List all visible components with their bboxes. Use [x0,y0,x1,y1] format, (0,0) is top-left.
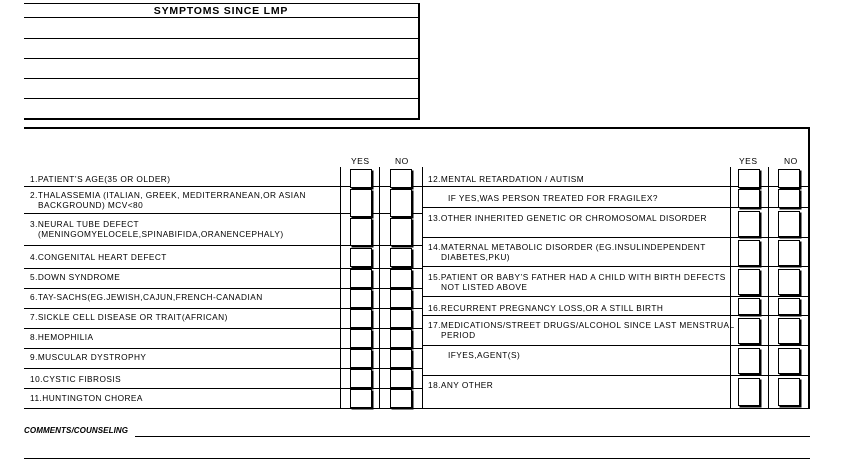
item-17-yes-checkbox[interactable] [738,318,760,344]
item-15-label: 15.PATIENT OR BABY’S FATHER HAD A CHILD WITH BIRTH DEFECTS [428,272,726,282]
item-4-yes-checkbox[interactable] [350,248,372,267]
item-11-yes-checkbox[interactable] [350,389,372,408]
item-3-label-cont: (MENINGOMYELOCELE,SPINABIFIDA,ORANENCEPHALY) [38,229,284,239]
item-3-yes-checkbox[interactable] [350,218,372,246]
item-9-yes-checkbox[interactable] [350,349,372,368]
item-10-yes-checkbox[interactable] [350,369,372,388]
item-13-no-checkbox[interactable] [778,211,800,237]
item-10-no-checkbox[interactable] [390,369,412,388]
item-17-label-cont: PERIOD [441,330,476,340]
item-3-no-checkbox[interactable] [390,218,412,246]
item-12-followup-label: IF YES,WAS PERSON TREATED FOR FRAGILEX? [448,193,658,203]
no-header-left: NO [395,156,409,166]
symptoms-line[interactable] [24,38,419,39]
item-6-no-checkbox[interactable] [390,289,412,308]
item-14-yes-checkbox[interactable] [738,240,760,266]
item-16-label: 16.RECURRENT PREGNANCY LOSS,OR A STILL BIRTH [428,303,664,313]
item-12-yes-checkbox[interactable] [738,169,760,188]
symptoms-title: SYMPTOMS SINCE LMP [153,5,289,17]
item-17-no-checkbox[interactable] [778,318,800,344]
item-16-no-checkbox[interactable] [778,298,800,315]
item-1-label: 1.PATIENT’S AGE(35 OR OLDER) [30,174,171,184]
item-12-no-checkbox[interactable] [778,169,800,188]
item-18-no-checkbox[interactable] [778,378,800,406]
item-13-yes-checkbox[interactable] [738,211,760,237]
item-12-label: 12.MENTAL RETARDATION / AUTISM [428,174,585,184]
item-5-label: 5.DOWN SYNDROME [30,272,121,282]
symptoms-line[interactable] [24,58,419,59]
item-8-yes-checkbox[interactable] [350,329,372,348]
item-17-label: 17.MEDICATIONS/STREET DRUGS/ALCOHOL SINCE LAST MENSTRUAL [428,320,735,330]
item-16-yes-checkbox[interactable] [738,298,760,315]
item-8-label: 8.HEMOPHILIA [30,332,94,342]
item-15-yes-checkbox[interactable] [738,269,760,295]
item-18-label: 18.ANY OTHER [428,380,494,390]
symptoms-line[interactable] [24,78,419,79]
item-2-no-checkbox[interactable] [390,189,412,217]
item-4-label: 4.CONGENITAL HEART DEFECT [30,252,167,262]
item-14-label-cont: DIABETES,PKU) [441,252,511,262]
item-1-yes-checkbox[interactable] [350,169,372,188]
item-11-label: 11.HUNTINGTON CHOREA [30,393,143,403]
item-1-no-checkbox[interactable] [390,169,412,188]
item-7-label: 7.SICKLE CELL DISEASE OR TRAIT(AFRICAN) [30,312,228,322]
comments-line[interactable] [135,436,810,437]
item-15-no-checkbox[interactable] [778,269,800,295]
item-11-no-checkbox[interactable] [390,389,412,408]
item-14-no-checkbox[interactable] [778,240,800,266]
item-15-label-cont: NOT LISTED ABOVE [441,282,528,292]
comments-line[interactable] [24,458,810,459]
item-12-followup-no-checkbox[interactable] [778,189,800,208]
item-14-label: 14.MATERNAL METABOLIC DISORDER (EG.INSULINDEPENDENT [428,242,706,252]
yes-header-left: YES [351,156,370,166]
item-9-no-checkbox[interactable] [390,349,412,368]
item-2-label: 2.THALASSEMIA (ITALIAN, GREEK, MEDITERRANEAN,OR ASIAN [30,190,306,200]
item-18-yes-checkbox[interactable] [738,378,760,406]
item-8-no-checkbox[interactable] [390,329,412,348]
item-17-followup-yes-checkbox[interactable] [738,348,760,374]
item-9-label: 9.MUSCULAR DYSTROPHY [30,352,147,362]
comments-label: COMMENTS/COUNSELING [24,426,129,435]
item-3-label: 3.NEURAL TUBE DEFECT [30,219,140,229]
item-13-label: 13.OTHER INHERITED GENETIC OR CHROMOSOMAL DISORDER [428,213,707,223]
item-7-no-checkbox[interactable] [390,309,412,328]
item-5-yes-checkbox[interactable] [350,269,372,288]
no-header-right: NO [784,156,798,166]
item-2-label-cont: BACKGROUND) MCV<80 [38,200,144,210]
symptoms-line[interactable] [24,98,419,99]
item-5-no-checkbox[interactable] [390,269,412,288]
item-12-followup-yes-checkbox[interactable] [738,189,760,208]
item-6-label: 6.TAY-SACHS(EG.JEWISH,CAJUN,FRENCH-CANADIAN [30,292,263,302]
item-4-no-checkbox[interactable] [390,248,412,267]
item-6-yes-checkbox[interactable] [350,289,372,308]
item-10-label: 10.CYSTIC FIBROSIS [30,374,122,384]
item-17-followup-label: IFYES,AGENT(S) [448,350,521,360]
yes-header-right: YES [739,156,758,166]
item-2-yes-checkbox[interactable] [350,189,372,217]
item-7-yes-checkbox[interactable] [350,309,372,328]
item-17-followup-no-checkbox[interactable] [778,348,800,374]
